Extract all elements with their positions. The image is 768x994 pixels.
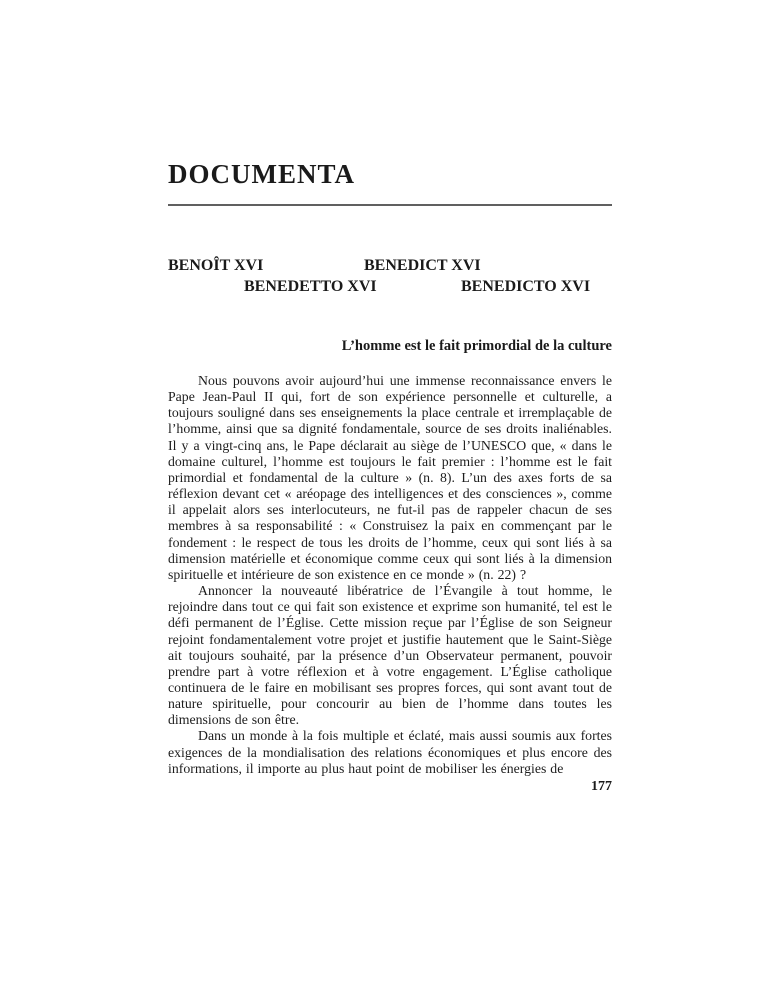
article-heading: L’homme est le fait primordial de la culture: [341, 338, 612, 354]
paragraph: Dans un monde à la fois multiple et éclaté, mais aussi soumis aux fortes exigences de la mondialisation des relations économiques et plus encore des informations, il importe au plus haut point de mobiliser les énergies de: [168, 728, 612, 776]
title-rule-divider: [168, 204, 612, 206]
author-name-spanish: BENEDICTO XVI: [461, 278, 591, 295]
author-name-english: BENEDICT XVI: [364, 257, 481, 274]
paragraph: Annoncer la nouveauté libératrice de l’Évangile à tout homme, le rejoindre dans tout ce qui fait son existence et exprime son humanité, tel est le défi permanent de l’Église. Cette mission reçue par l’Église de son Seigneur rejoint fondamentalement votre projet et justifie hautement que le Saint-Siège ait toujours souhaité, par la présence d’un Observateur permanent, pouvoir prendre part à votre réflexion et à votre engagement. L’Église catholique continuera de le faire en mobilisant ses propres forces, qui sont avant tout de nature spirituelle, pour concourir au bien de l’homme dans toutes les dimensions de son être.: [168, 583, 612, 728]
author-name-french: BENOÎT XVI: [168, 257, 264, 274]
page-number: 177: [591, 779, 612, 794]
article-body: [168, 373, 612, 777]
author-name-italian: BENEDETTO XVI: [244, 278, 377, 295]
author-block: [168, 257, 612, 303]
paragraph: Nous pouvons avoir aujourd’hui une immense reconnaissance envers le Pape Jean-Paul II qui, fort de son expérience personnelle et culturelle, a toujours souligné dans ses enseignements la place centrale et irremplaçable de l’homme, ainsi que sa dignité fondamentale, source de ses droits inaliénables. Il y a vingt-cinq ans, le Pape déclarait au siège de l’UNESCO que, « dans le domaine culturel, l’homme est toujours le fait premier : l’homme est le fait primordial et fondamental de la culture » (n. 8). L’un des axes forts de sa réflexion devant cet « aréopage des intelligences et des consciences », comme il appelait alors ses interlocuteurs, ne fut-il pas de rappeler chacun de ses membres à sa responsabilité : « Construisez la paix en commençant par le fondement : le respect de tous les droits de l’homme, ceux qui sont liés à sa dimension matérielle et économique comme ceux qui sont liés à la dimension spirituelle et intérieure de son existence en ce monde » (n. 22) ?: [168, 373, 612, 582]
section-title: DOCUMENTA: [168, 159, 355, 189]
